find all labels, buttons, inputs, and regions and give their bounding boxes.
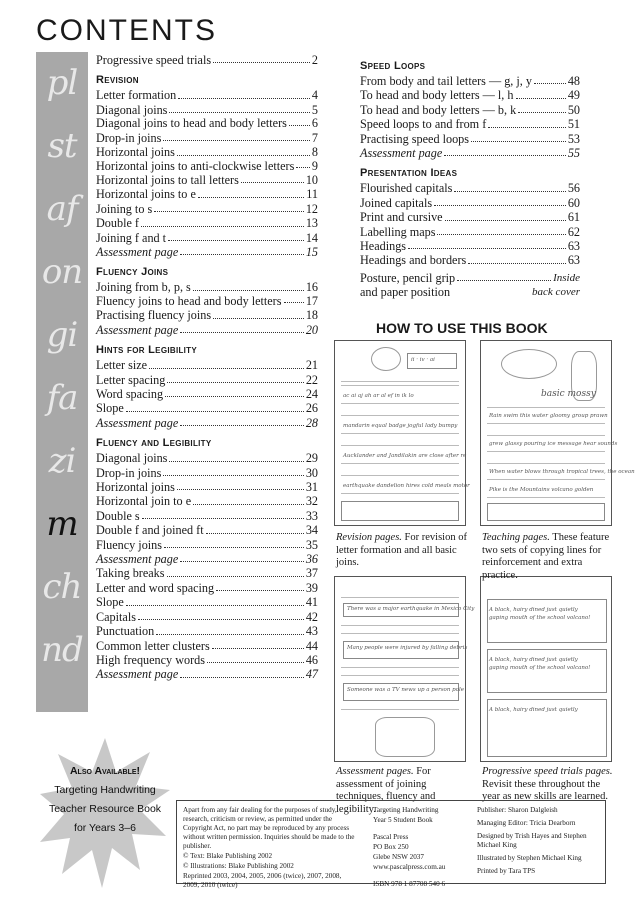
contents-entry [96, 117, 318, 130]
contents-entry [96, 466, 318, 480]
entry-page: 13 [305, 216, 318, 231]
entry-title: Double f [96, 216, 139, 231]
imprint-line: Year 5 Student Book [373, 816, 433, 824]
contents-entry [96, 88, 318, 102]
dot-leader [216, 590, 304, 591]
dot-leader [296, 167, 310, 168]
entry-title: Drop-in joins [96, 465, 162, 480]
section-heading: Speed Loops [360, 60, 426, 72]
letter-strip [36, 52, 88, 712]
contents-entry [360, 146, 580, 160]
entry-title: Assessment page [360, 146, 443, 161]
imprint-line: Managing Editor: Tricia Dearborn [477, 819, 576, 827]
entry-title: Horizontal joins to tall letters [96, 173, 239, 188]
contents-entry [96, 610, 318, 624]
imprint-line [373, 873, 469, 879]
dot-leader [198, 197, 304, 198]
speed-trials-caption: Progressive speed trials pages. Revisit these throughout the year as new skills are learned. [482, 766, 613, 802]
entry-page: 43 [305, 624, 318, 639]
contents-entry [360, 239, 580, 253]
entry-title: Assessment page [96, 415, 179, 430]
entry-title: Slope [96, 595, 124, 610]
entry-title: Letter size [96, 358, 148, 373]
entry-page: 53 [567, 131, 580, 146]
entry-title: Punctuation [96, 624, 155, 639]
entry-page: 36 [305, 552, 318, 567]
dot-leader [488, 127, 566, 128]
contents-entry [96, 280, 318, 294]
entry-page: 42 [305, 609, 318, 624]
dot-leader [165, 396, 304, 397]
entry-page: 63 [567, 253, 580, 268]
entry-title: Horizontal joins to e [96, 187, 196, 202]
entry-page: 46 [305, 652, 318, 667]
copy-line: When water blows through tropical trees, the ocean [489, 469, 635, 475]
dot-leader [434, 205, 566, 206]
entry-page: 20 [305, 322, 318, 337]
entry-page: 50 [567, 102, 580, 117]
entry-page: 8 [311, 145, 318, 160]
dot-leader [180, 425, 304, 426]
entry-title: and paper position [360, 285, 451, 300]
rate-your-writing-box [341, 501, 459, 521]
imprint-line: Designed by Trish Hayes and Stephen Michael King [477, 832, 587, 849]
entry-title: Letter formation [96, 88, 177, 103]
entry-title: Taking breaks [96, 566, 165, 581]
dot-leader [167, 382, 303, 383]
entry-title: Speed loops to and from f [360, 117, 487, 132]
contents-entry [96, 245, 318, 259]
section-heading: Revision [96, 74, 139, 87]
dot-leader [164, 547, 304, 548]
imprint-line: © Text: Blake Publishing 2002 [183, 852, 273, 860]
section-heading: Fluency Joins [96, 266, 169, 279]
entry-page: 47 [305, 667, 318, 682]
contents-entry [96, 358, 318, 372]
entry-title: Joined capitals [360, 195, 433, 210]
entry-page: 14 [305, 230, 318, 245]
strip-letters: ch [42, 567, 82, 607]
assessment-page-thumbnail [334, 576, 475, 762]
contents-entry [96, 160, 318, 173]
strip-letters: fa [46, 378, 78, 418]
contents-entry [96, 451, 318, 465]
entry-page: 39 [305, 580, 318, 595]
imprint-line: PO Box 250 [373, 843, 409, 851]
example-letters: ii · iv · ai [411, 357, 435, 363]
contents-list-right [360, 53, 580, 300]
entry-page: 44 [305, 638, 318, 653]
entry-title: Horizontal joins to anti-clockwise letters [96, 158, 295, 173]
entry-page: Inside [553, 271, 580, 284]
copy-line: earthquake dandelion hires cold meals motor [343, 483, 470, 489]
dot-leader [212, 648, 304, 649]
entry-title: Diagonal joins [96, 102, 168, 117]
contents-entry [96, 145, 318, 159]
entry-title: Assessment page [96, 552, 179, 567]
dot-leader [468, 263, 566, 264]
contents-entry [96, 53, 318, 67]
contents-entry [96, 509, 318, 523]
cartoon-illustration [375, 717, 435, 757]
dot-leader [213, 318, 304, 319]
copy-line: Rain swim this water gloomy group prawn [489, 413, 608, 419]
entry-page: 34 [305, 523, 318, 538]
entry-page: 41 [305, 595, 318, 610]
section-heading: Hints for Legibility [96, 344, 197, 357]
contents-entry [96, 103, 318, 117]
dot-leader [284, 302, 304, 303]
dot-leader [163, 475, 303, 476]
imprint-line: Illustrated by Stephen Michael King [477, 854, 582, 862]
dot-leader [518, 112, 566, 113]
cartoon-illustration [371, 347, 401, 371]
entry-page: 17 [305, 293, 318, 308]
contents-entry [360, 225, 580, 239]
contents-entry [96, 187, 318, 201]
section-heading: Fluency and Legibility [96, 437, 212, 450]
contents-entry [96, 595, 318, 609]
entry-page: 22 [305, 372, 318, 387]
strip-letters: nd [41, 630, 83, 670]
strip-letters: pl [46, 63, 78, 103]
entry-title: Headings and borders [360, 253, 467, 268]
dot-leader [437, 234, 565, 235]
contents-list-left [96, 53, 318, 682]
contents-entry [360, 88, 580, 102]
contents-entry [360, 103, 580, 117]
copy-line: grew glassy pouring ice message hear sounds [489, 441, 618, 447]
dot-leader [177, 155, 310, 156]
entry-title: Labelling maps [360, 224, 436, 239]
dot-leader [180, 677, 304, 678]
how-to-heading: HOW TO USE THIS BOOK [376, 320, 548, 336]
entry-title: Double f and joined ft [96, 523, 204, 538]
dot-leader [454, 191, 565, 192]
entry-page: 51 [567, 117, 580, 132]
dot-leader [193, 504, 304, 505]
rate-your-writing-box [487, 503, 605, 521]
trial-line: gaping mouth of the school volcano! [489, 665, 591, 671]
imprint-line: ISBN 978 1 87708 540 6 [373, 880, 446, 888]
imprint-line: Glebe NSW 2037 [373, 853, 424, 861]
dot-leader [142, 518, 304, 519]
trial-line: A black, hairy dined just quietly [489, 657, 578, 663]
entry-title: Assessment page [96, 245, 179, 260]
dot-leader [180, 254, 304, 255]
imprint-line: Apart from any fair dealing for the purposes of study, research, criticism or review, as permitted under the Copyright Act, no part may be reproduced by any process without written permission. Inquiries should be made to the publisher. [183, 806, 355, 850]
entry-title: To head and body letters — b, k [360, 102, 517, 117]
entry-page: 29 [305, 451, 318, 466]
speed-trials-page-thumbnail [480, 576, 612, 762]
dot-leader [169, 112, 309, 113]
contents-entry [96, 308, 318, 322]
imprint-line: Publisher: Sharon Dalgleish [477, 806, 558, 814]
entry-page: 26 [305, 401, 318, 416]
entry-title: Practising fluency joins [96, 308, 212, 323]
entry-title: Assessment page [96, 322, 179, 337]
example-sentence: There was a major earthquake in Mexico City [347, 606, 475, 612]
contents-entry [360, 181, 580, 195]
entry-title: Headings [360, 239, 407, 254]
copy-line: ac ai aj ah ar al ef in ik lo [343, 393, 414, 399]
dot-leader [516, 98, 566, 99]
entry-title: Assessment page [96, 667, 179, 682]
entry-page: 10 [305, 173, 318, 188]
imprint-box [176, 800, 606, 889]
entry-page: 33 [305, 508, 318, 523]
copy-line: Pike is the Mountains volcano golden [489, 487, 594, 493]
contents-entry [360, 285, 580, 299]
dot-leader [138, 619, 304, 620]
teaching-caption: Teaching pages. These feature two sets of copying lines for reinforcement and extra practice. [482, 532, 610, 581]
entry-title: Joining f and t [96, 230, 167, 245]
dot-leader [167, 576, 304, 577]
entry-title: Common letter clusters [96, 638, 210, 653]
dot-leader [163, 140, 310, 141]
credits [477, 806, 603, 880]
entry-title: Drop-in joins [96, 130, 162, 145]
imprint-line [373, 826, 469, 832]
dot-leader [289, 125, 310, 126]
dot-leader [180, 332, 304, 333]
cartoon-illustration [501, 349, 557, 379]
dot-leader [457, 280, 551, 281]
entry-page: 4 [311, 88, 318, 103]
imprint-line: Printed by Tara TPS [477, 867, 536, 875]
dot-leader [126, 411, 304, 412]
assessment-caption: Assessment pages. For assessment of joining techniques, fluency and legibility. [336, 766, 436, 815]
dot-leader [193, 290, 304, 291]
entry-page: 60 [567, 195, 580, 210]
contents-entry [360, 132, 580, 146]
contents-entry [96, 173, 318, 187]
imprint-line: © Illustrations: Blake Publishing 2002 [183, 862, 294, 870]
contents-entry [96, 552, 318, 566]
dot-leader [241, 182, 304, 183]
entry-title: Diagonal joins [96, 451, 168, 466]
entry-title: Letter spacing [96, 372, 166, 387]
entry-title: Joining from b, p, s [96, 280, 191, 295]
entry-title: Horizontal joins [96, 145, 175, 160]
dot-leader [154, 211, 304, 212]
entry-title: From body and tail letters — g, j, y [360, 74, 532, 88]
trial-box [487, 599, 607, 643]
trial-line: A black, hairy dined just quietly [489, 607, 578, 613]
entry-page: 12 [305, 201, 318, 216]
dot-leader [141, 226, 304, 227]
revision-caption: Revision pages. For revision of letter formation and all basic joins. [336, 532, 467, 568]
dot-leader [207, 662, 304, 663]
dot-leader [149, 368, 304, 369]
dot-leader [206, 533, 304, 534]
dot-leader [471, 141, 566, 142]
dot-leader [534, 83, 566, 84]
dot-leader [408, 248, 566, 249]
contents-entry [96, 538, 318, 552]
strip-letters: gi [46, 315, 78, 355]
entry-page: 62 [567, 224, 580, 239]
dot-leader [126, 605, 304, 606]
contents-entry [96, 231, 318, 245]
entry-page: 30 [305, 465, 318, 480]
entry-page: 31 [305, 480, 318, 495]
contents-entry [360, 74, 580, 88]
entry-page: 32 [305, 494, 318, 509]
contents-entry [96, 295, 318, 308]
entry-page: 11 [306, 187, 318, 202]
contents-entry [96, 323, 318, 337]
entry-page: 49 [567, 88, 580, 103]
page-title: CONTENTS [36, 14, 217, 47]
contents-entry [360, 196, 580, 210]
contents-entry [96, 494, 318, 508]
contents-entry [96, 131, 318, 145]
entry-page: 37 [305, 566, 318, 581]
contents-entry [96, 581, 318, 595]
entry-title: Practising speed loops [360, 131, 469, 146]
entry-title: Horizontal join to e [96, 494, 192, 509]
contents-entry [96, 416, 318, 430]
contents-entry [96, 373, 318, 387]
example-sentence: Many people were injured by falling debris [347, 645, 468, 651]
strip-letters: m [46, 504, 78, 544]
contents-entry [96, 480, 318, 494]
publisher-details [373, 806, 469, 890]
entry-page: 18 [305, 308, 318, 323]
entry-title: Joining to s [96, 201, 153, 216]
entry-title: Letter and word spacing [96, 580, 215, 595]
contents-entry [96, 401, 318, 415]
trial-box [487, 649, 607, 693]
strip-letters: af [46, 189, 78, 229]
example-sentence: Someone was a TV news up a person pole [347, 687, 464, 693]
entry-title: Diagonal joins to head and body letters [96, 116, 287, 131]
entry-page: 56 [567, 181, 580, 196]
strip-letters: st [47, 126, 77, 166]
contents-entry [96, 387, 318, 401]
imprint-line: Pascal Press [373, 833, 409, 841]
dot-leader [169, 461, 303, 462]
contents-entry [360, 271, 580, 285]
entry-page: 9 [311, 158, 318, 173]
contents-entry [360, 117, 580, 131]
entry-page: 35 [305, 537, 318, 552]
dot-leader [213, 62, 310, 63]
teaching-page-thumbnail [480, 340, 635, 526]
entry-page: 6 [311, 116, 318, 131]
contents-entry [96, 667, 318, 681]
contents-entry [96, 624, 318, 638]
dot-leader [445, 220, 566, 221]
contents-entry [96, 566, 318, 580]
strip-letters: zi [48, 441, 76, 481]
entry-title: Flourished capitals [360, 181, 453, 196]
entry-page: 7 [311, 130, 318, 145]
section-heading: Presentation Ideas [360, 167, 458, 180]
contents-entry [96, 202, 318, 216]
imprint-line: Targeting Handwriting [373, 806, 439, 814]
entry-title: Print and cursive [360, 210, 443, 225]
entry-title: Word spacing [96, 387, 164, 401]
contents-entry [360, 253, 580, 267]
entry-page: 15 [305, 245, 318, 260]
entry-page: 16 [305, 280, 318, 295]
entry-title: Capitals [96, 609, 136, 624]
entry-page: 48 [567, 74, 580, 88]
entry-page: 28 [305, 415, 318, 430]
entry-title: To head and body letters — l, h [360, 88, 514, 103]
dot-leader [180, 561, 304, 562]
dot-leader [168, 240, 304, 241]
dot-leader [178, 98, 310, 99]
entry-page: back cover [532, 286, 580, 299]
entry-title: Double s [96, 508, 140, 523]
copy-line: mandarin equal badge jogful lady bumpy [343, 423, 458, 429]
trial-line: gaping mouth of the school volcano! [489, 615, 591, 621]
entry-title: Posture, pencil grip [360, 270, 456, 285]
dot-leader [444, 155, 566, 156]
entry-title: Progressive speed trials [96, 53, 212, 67]
contents-entry [96, 216, 318, 230]
entry-title: Horizontal joins [96, 480, 175, 495]
entry-page: 2 [311, 53, 318, 67]
entry-page: 24 [305, 387, 318, 401]
dot-leader [177, 489, 304, 490]
copyright-notice [183, 806, 359, 891]
entry-page: 5 [311, 102, 318, 117]
entry-page: 63 [567, 239, 580, 254]
example-words: basic mossy [541, 389, 596, 399]
revision-page-thumbnail [334, 340, 470, 526]
contents-entry [96, 639, 318, 653]
entry-title: High frequency words [96, 652, 205, 667]
entry-page: 21 [305, 358, 318, 373]
dot-leader [156, 634, 304, 635]
entry-title: Fluency joins to head and body letters [96, 293, 282, 308]
contents-entry [360, 210, 580, 224]
imprint-line: www.pascalpress.com.au [373, 863, 446, 871]
imprint-line: Reprinted 2003, 2004, 2005, 2006 (twice), 2007, 2008, 2009, 2010 (twice) [183, 872, 342, 889]
trial-line: A black, hairy dined just quietly [489, 707, 578, 713]
entry-title: Slope [96, 401, 124, 416]
strip-letters: on [41, 252, 83, 292]
entry-page: 55 [567, 146, 580, 161]
copy-line: Aucklander and Jandilakin are close after re [343, 453, 467, 459]
entry-title: Fluency joins [96, 537, 163, 552]
contents-entry [96, 523, 318, 537]
contents-entry [96, 653, 318, 667]
entry-page: 61 [567, 210, 580, 225]
also-available-promo: Also Available! Targeting Handwriting Teacher Resource Book for Years 3–6 [48, 765, 162, 834]
